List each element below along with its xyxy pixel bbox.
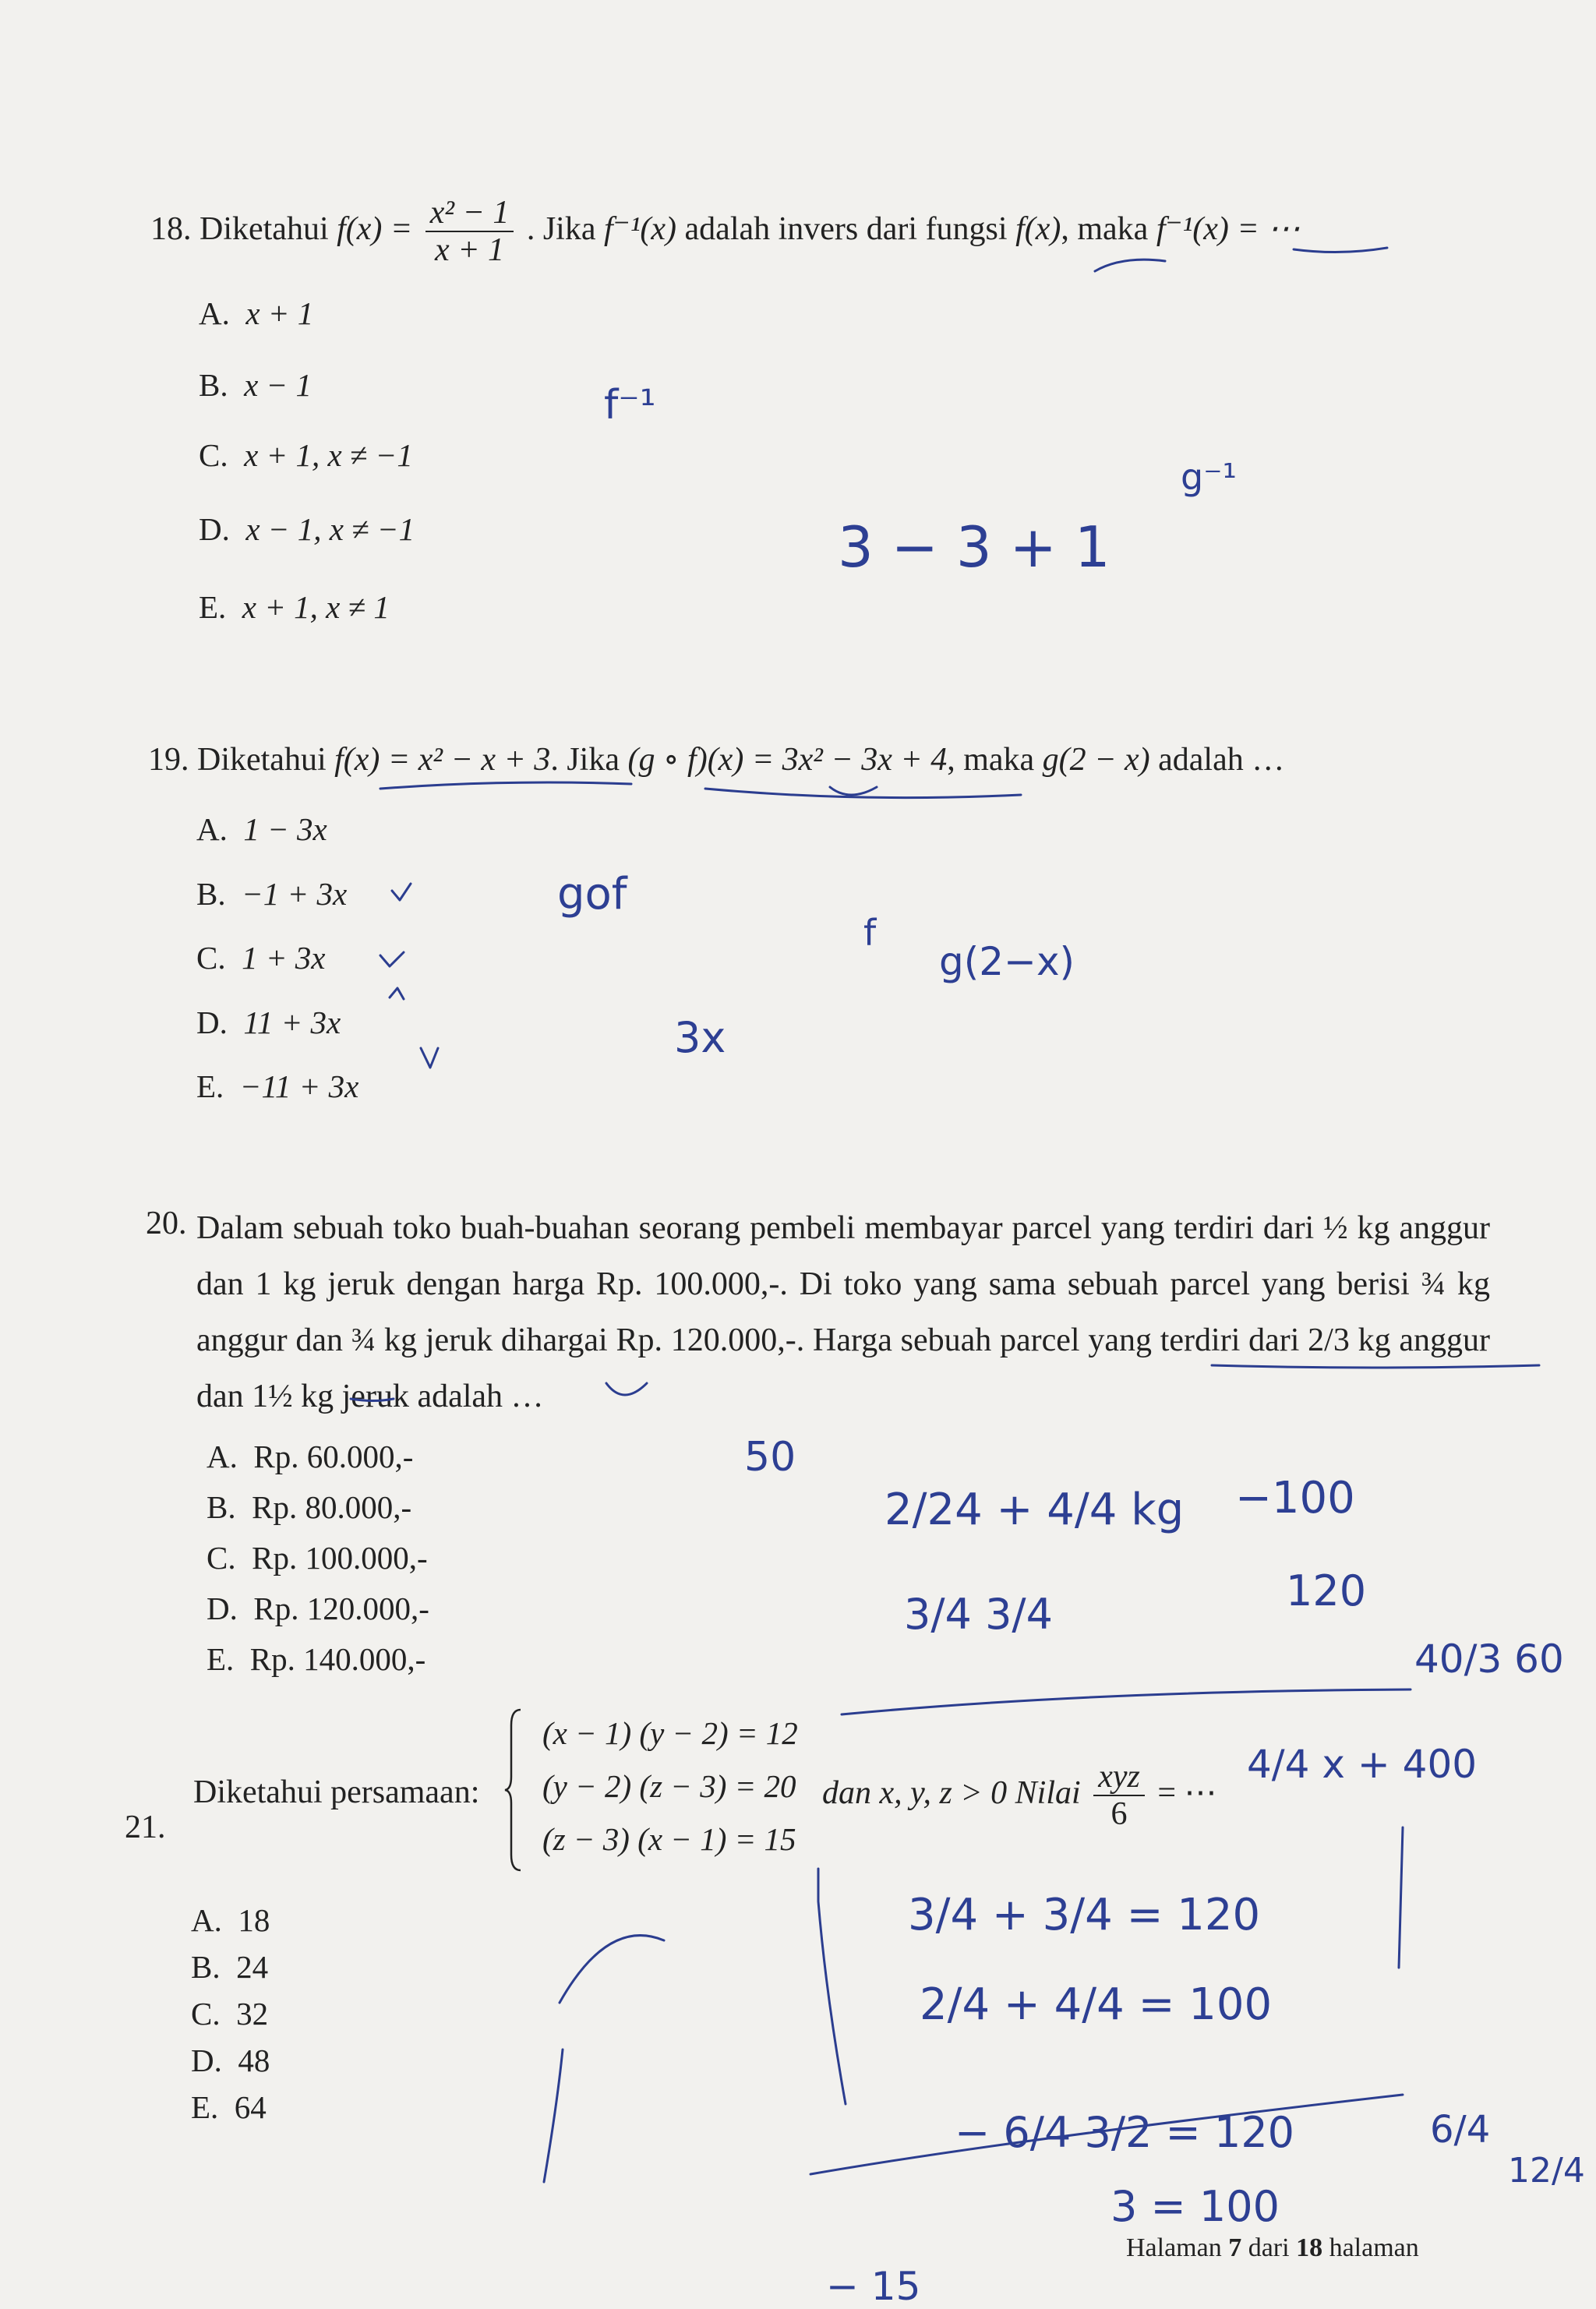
handwriting-note: 4/4 x + 400 [1247,1742,1478,1787]
option-letter: C. [196,940,226,976]
handwriting-note: g⁻¹ [1181,456,1237,498]
option-letter: D. [191,2042,222,2078]
handwriting-note: 2/24 + 4/4 kg [885,1485,1185,1535]
option-text: 11 + 3x [243,1004,341,1040]
check-mark [390,988,404,999]
underline-finv [1294,248,1387,252]
option-21-b[interactable] [191,1948,268,1986]
option-20-d[interactable] [207,1590,429,1627]
footer-text: Halaman [1126,2233,1222,2262]
divider-line [842,1689,1411,1714]
handwriting-note: f⁻¹ [604,382,656,429]
option-text: 18 [238,1902,270,1938]
option-text: Rp. 60.000,- [253,1439,414,1474]
handwriting-note: − 15 [826,2264,921,2309]
question-number: 18. [150,210,192,247]
stem-text: adalah … [1158,742,1285,778]
underline-gof [705,789,1021,798]
option-text: −1 + 3x [242,876,348,912]
option-letter: E. [191,2089,219,2125]
fraction-numerator: xyz [1093,1759,1145,1796]
math-expression: f(x) = x² − x + 3 [334,742,551,778]
option-letter: B. [191,1949,221,1985]
question-18-stem [150,195,1300,268]
option-21-c[interactable] [191,1995,268,2032]
divider-line [818,1869,846,2104]
stem-text: . Jika [526,210,596,247]
handwriting-note: gof [557,869,627,920]
option-letter: A. [199,295,230,331]
underline-mark [830,787,877,795]
question-21-condition [822,1759,1217,1832]
option-text: 32 [236,1996,269,2032]
footer-text: halaman [1329,2233,1419,2262]
option-21-d[interactable] [191,2042,270,2079]
option-text: 1 + 3x [242,940,326,976]
option-19-c[interactable] [196,939,325,976]
option-text: x + 1 [245,295,314,331]
option-text: x − 1, x ≠ −1 [245,511,415,547]
handwriting-note: − 6/4 3/2 = 120 [955,2108,1295,2157]
check-mark [392,884,411,900]
handwriting-note: 3 = 100 [1110,2182,1280,2231]
stem-text: Diketahui [200,210,329,247]
option-18-b[interactable] [199,366,312,404]
math-expression: (g ∘ f)(x) = 3x² − 3x + 4 [627,742,948,778]
option-text: 1 − 3x [243,811,327,847]
option-text: Rp. 120.000,- [253,1591,429,1626]
option-20-a[interactable] [207,1438,413,1475]
option-18-c[interactable] [199,436,413,474]
option-letter: B. [199,367,228,403]
option-letter: D. [199,511,230,547]
option-text: 64 [234,2089,267,2125]
option-19-e[interactable] [196,1068,358,1105]
option-text: 24 [236,1949,269,1985]
option-19-d[interactable] [196,1004,341,1041]
stroke-mark [560,1936,664,2003]
question-19-stem [148,740,1284,779]
page-footer [1126,2233,1419,2263]
handwriting-note: f [863,912,877,954]
option-letter: C. [199,437,228,473]
fraction [425,195,514,268]
option-text: x + 1, x ≠ −1 [244,437,413,473]
option-18-e[interactable] [199,588,390,626]
page-number: 7 [1228,2233,1242,2262]
stem-text: dan x, y, z > 0 Nilai [822,1774,1081,1811]
handwriting-note: 3/4 3/4 [904,1590,1053,1639]
option-letter: D. [196,1004,228,1040]
handwriting-note: g(2−x) [939,939,1075,984]
option-letter: C. [207,1540,236,1576]
option-letter: A. [196,811,228,847]
math-expression: g(2 − x) [1042,742,1150,778]
option-text: Rp. 100.000,- [252,1540,428,1576]
option-20-c[interactable] [207,1539,428,1576]
footer-text: dari [1248,2233,1290,2262]
stem-text: = ⋯ [1157,1774,1217,1811]
option-letter: E. [196,1068,224,1104]
option-letter: E. [199,589,227,625]
option-letter: B. [196,876,226,912]
stem-text: . Jika [550,742,620,778]
option-21-a[interactable] [191,1901,270,1939]
math-expression: f(x) [1015,210,1061,247]
option-letter: A. [191,1902,222,1938]
handwriting-note: 3x [674,1013,726,1062]
question-number: 19. [148,742,189,778]
page-total: 18 [1296,2233,1323,2262]
option-text: x + 1, x ≠ 1 [242,589,390,625]
option-text: Rp. 140.000,- [249,1641,426,1677]
fraction-denominator: x + 1 [435,232,505,269]
math-expression: f⁻¹(x) = ⋯ [1156,210,1301,247]
question-number: 21. [125,1809,166,1845]
handwriting-note: 6/4 [1430,2108,1491,2152]
stroke-mark [544,2050,563,2182]
option-20-e[interactable] [207,1640,425,1678]
equation-system [507,1707,798,1866]
equation-1: (x − 1) (y − 2) = 12 [542,1715,798,1751]
fraction [1093,1759,1145,1832]
math-expression: f⁻¹(x) [603,210,677,247]
handwriting-note: 40/3 60 [1414,1636,1564,1682]
option-text: Rp. 80.000,- [252,1489,412,1525]
stem-text: , maka [1061,210,1149,247]
option-20-b[interactable] [207,1488,411,1526]
option-18-d[interactable] [199,510,415,548]
question-20-text: Dalam sebuah toko buah-buahan seorang pembeli membayar parcel yang terdiri dari ½ kg anggur dan 1 kg jeruk dengan harga Rp. 100.000,-. Di toko yang sama sebuah parcel yang berisi ¾ kg anggur dan ¾ kg jeruk dihargai Rp. 120.000,-. Harga sebuah parcel yang terdiri dari 2/3 kg anggur dan 1½ kg jeruk adalah … [196,1210,1490,1414]
option-letter: C. [191,1996,221,2032]
option-letter: E. [207,1641,235,1677]
option-letter: B. [207,1489,236,1525]
stem-text: Diketahui [197,742,327,778]
option-text: x − 1 [244,367,312,403]
handwriting-note: 12/4 [1508,2151,1585,2191]
check-mark [380,952,404,966]
fraction-numerator: x² − 1 [425,195,514,232]
handwriting-note: 50 [744,1434,796,1481]
option-19-a[interactable] [196,810,327,848]
equation-2: (y − 2) (z − 3) = 20 [542,1768,796,1804]
handwriting-note: 3/4 + 3/4 = 120 [908,1890,1261,1940]
question-number: 20. [146,1206,187,1241]
divider-line [1399,1827,1403,1968]
handwriting-note: −100 [1235,1473,1355,1523]
option-19-b[interactable] [196,875,347,913]
question-21-stem: Diketahui persamaan: [193,1774,480,1810]
option-letter: D. [207,1591,238,1626]
stem-text: adalah invers dari fungsi [684,210,1008,247]
option-text: 48 [238,2042,270,2078]
stem-text: , maka [947,742,1035,778]
option-21-e[interactable] [191,2088,267,2126]
handwriting-note: 3 − 3 + 1 [838,514,1110,580]
equation-3: (z − 3) (x − 1) = 15 [542,1821,796,1857]
option-text: −11 + 3x [239,1068,359,1104]
math-expression: f(x) = [337,210,413,247]
handwriting-note: 2/4 + 4/4 = 100 [920,1979,1273,2030]
underline-fx [380,782,631,789]
handwriting-note: 120 [1286,1566,1367,1615]
option-18-a[interactable] [199,295,313,332]
fraction-denominator: 6 [1110,1796,1128,1833]
option-letter: A. [207,1439,238,1474]
check-mark [421,1048,438,1068]
